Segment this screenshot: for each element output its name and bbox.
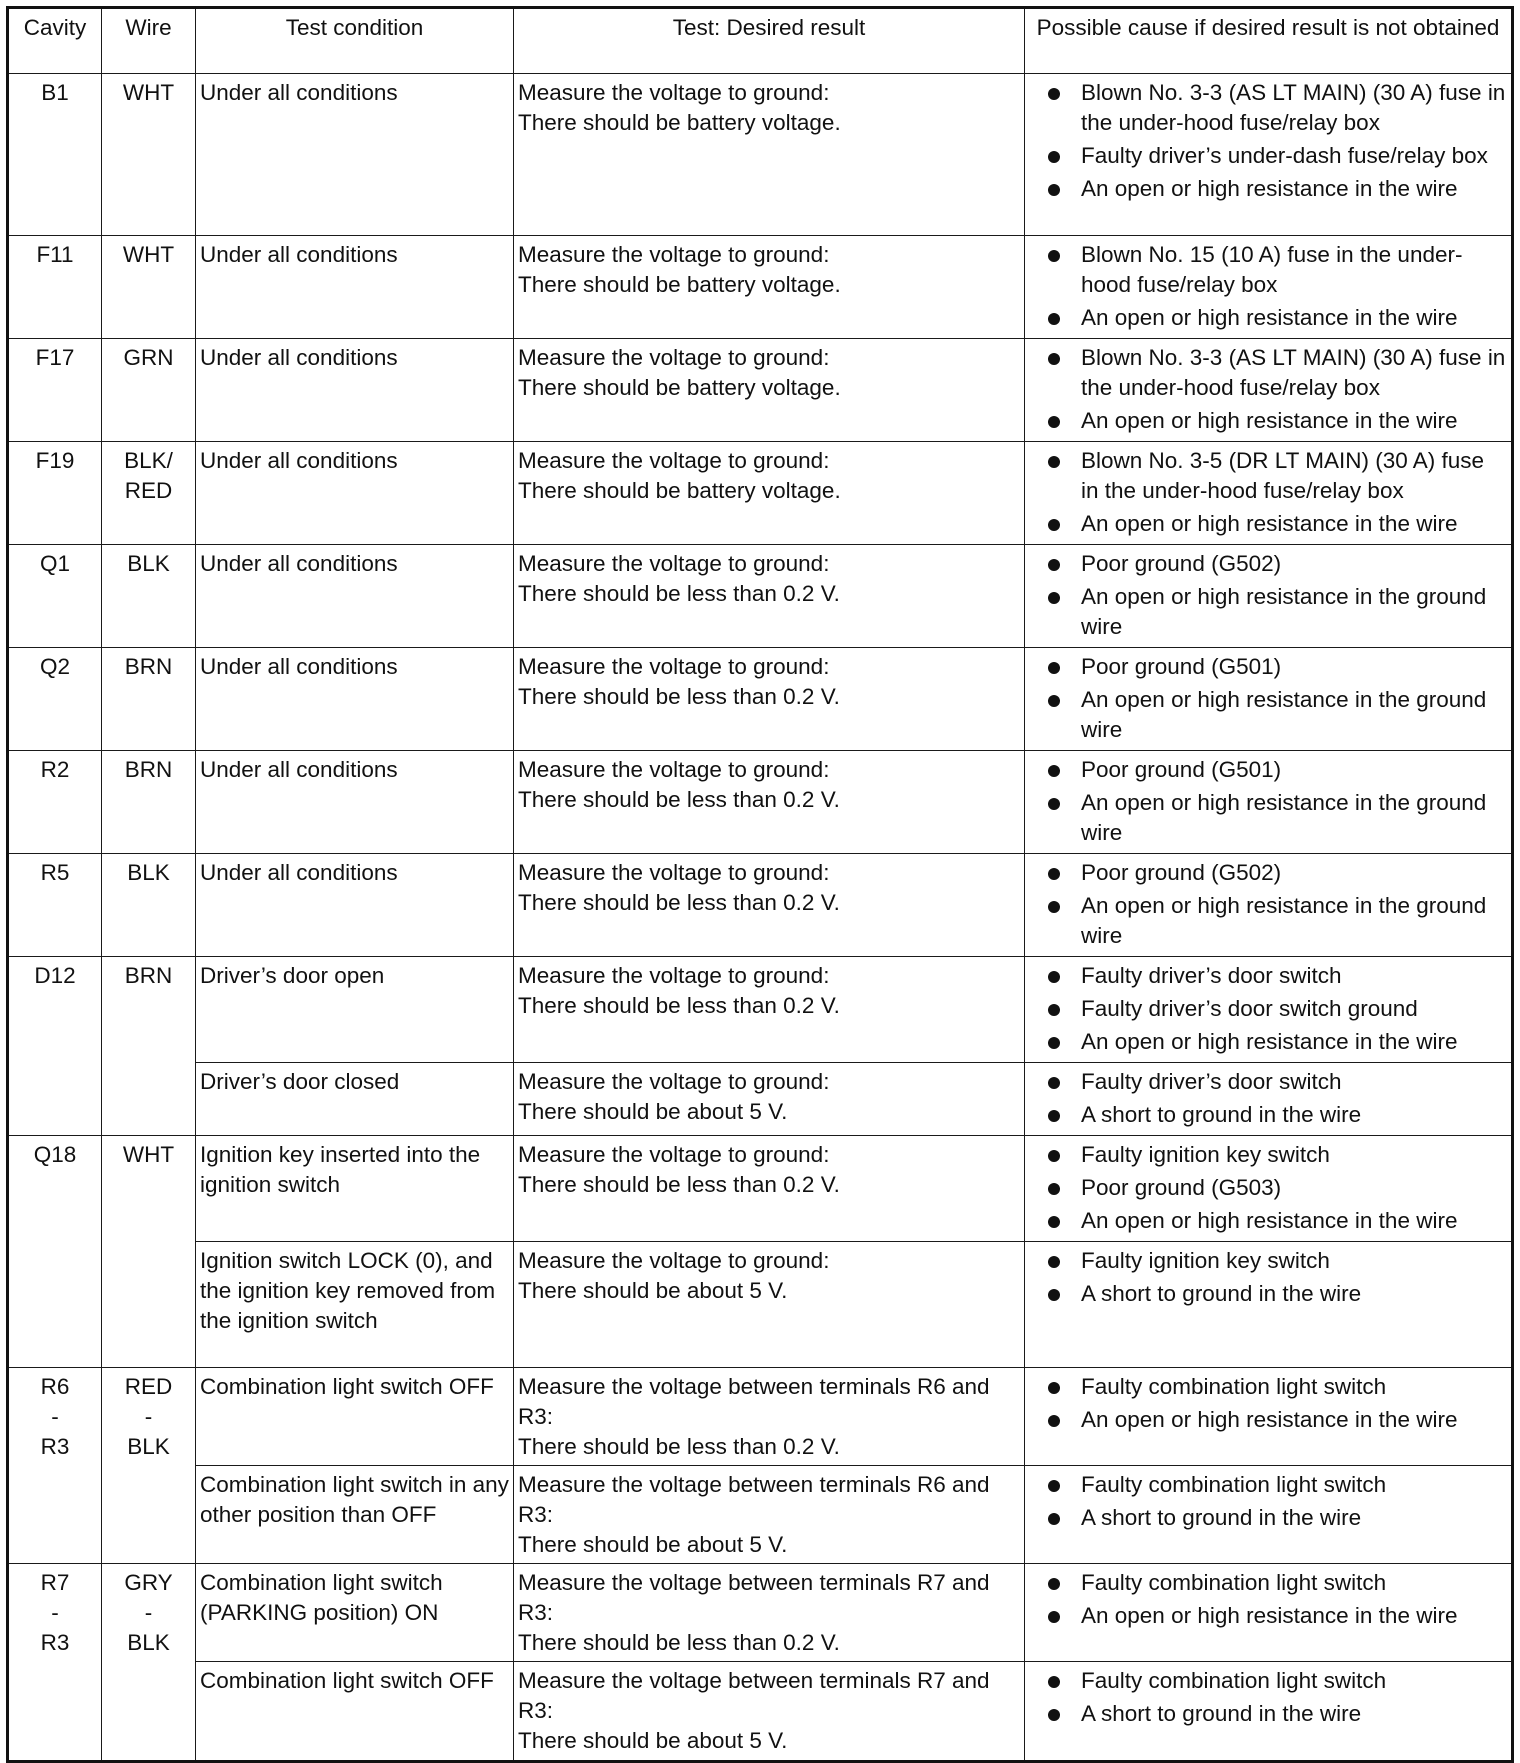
cause-list xyxy=(1029,446,1507,539)
test-condition-cell: Under all conditions xyxy=(196,74,514,236)
cause-text: Faulty combination light switch xyxy=(1081,1668,1387,1693)
cause-text: An open or high resistance in the wire xyxy=(1081,1208,1458,1233)
desired-result-cell: Measure the voltage to ground: There should be less than 0.2 V. xyxy=(514,854,1025,957)
test-condition-cell: Ignition switch LOCK (0), and the ignition key removed from the ignition switch xyxy=(196,1242,514,1368)
cause-text: Faulty driver’s under-dash fuse/relay box xyxy=(1081,143,1488,168)
cause-item xyxy=(1029,1246,1507,1276)
cause-item xyxy=(1029,1100,1507,1130)
cavity-cell: Q2 xyxy=(8,648,102,751)
cause-text: Poor ground (G501) xyxy=(1081,654,1282,679)
possible-cause-cell xyxy=(1025,648,1513,751)
cause-item xyxy=(1029,858,1507,888)
cause-item xyxy=(1029,1372,1507,1402)
cause-text: An open or high resistance in the ground wire xyxy=(1081,687,1487,742)
table-row xyxy=(8,74,1513,236)
cause-item xyxy=(1029,994,1507,1024)
cause-text: Faulty driver’s door switch xyxy=(1081,963,1342,988)
table-row xyxy=(8,545,1513,648)
cause-list xyxy=(1029,652,1507,745)
desired-result-cell: Measure the voltage between terminals R7 and R3: There should be less than 0.2 V. xyxy=(514,1564,1025,1662)
table-body xyxy=(8,74,1513,1762)
cause-item xyxy=(1029,446,1507,506)
cause-text: A short to ground in the wire xyxy=(1081,1505,1362,1530)
bullet-icon xyxy=(1048,1709,1060,1721)
cause-text: An open or high resistance in the wire xyxy=(1081,305,1458,330)
table-row xyxy=(8,751,1513,854)
bullet-icon xyxy=(1048,1037,1060,1049)
cause-list xyxy=(1029,961,1507,1057)
header-wire: Wire xyxy=(102,8,196,74)
bullet-icon xyxy=(1048,519,1060,531)
test-condition-cell: Combination light switch OFF xyxy=(196,1662,514,1762)
cause-item xyxy=(1029,1601,1507,1631)
cause-list xyxy=(1029,1067,1507,1130)
cause-text: An open or high resistance in the wire xyxy=(1081,408,1458,433)
test-condition-cell: Ignition key inserted into the ignition switch xyxy=(196,1136,514,1242)
desired-result-cell: Measure the voltage to ground: There should be battery voltage. xyxy=(514,74,1025,236)
cause-text: An open or high resistance in the ground wire xyxy=(1081,790,1487,845)
wire-cell: BLK/ RED xyxy=(102,442,196,545)
header-possible-cause: Possible cause if desired result is not obtained xyxy=(1025,8,1513,74)
table-row xyxy=(8,339,1513,442)
cause-list xyxy=(1029,1372,1507,1435)
cause-item xyxy=(1029,1503,1507,1533)
cause-item xyxy=(1029,1405,1507,1435)
cause-text: An open or high resistance in the wire xyxy=(1081,176,1458,201)
bullet-icon xyxy=(1048,1183,1060,1195)
cause-text: An open or high resistance in the wire xyxy=(1081,511,1458,536)
possible-cause-cell xyxy=(1025,854,1513,957)
cavity-cell: D12 xyxy=(8,957,102,1136)
test-condition-cell: Driver’s door closed xyxy=(196,1063,514,1136)
cause-text: Faulty combination light switch xyxy=(1081,1472,1387,1497)
wire-cell: WHT xyxy=(102,1136,196,1368)
table-row xyxy=(8,236,1513,339)
cause-text: Faulty combination light switch xyxy=(1081,1570,1387,1595)
cause-list xyxy=(1029,343,1507,436)
cause-text: An open or high resistance in the wire xyxy=(1081,1603,1458,1628)
wire-cell: BLK xyxy=(102,545,196,648)
wire-cell: WHT xyxy=(102,236,196,339)
bullet-icon xyxy=(1048,88,1060,100)
desired-result-cell: Measure the voltage between terminals R6 and R3: There should be about 5 V. xyxy=(514,1466,1025,1564)
cause-text: Blown No. 3-3 (AS LT MAIN) (30 A) fuse in the under-hood fuse/relay box xyxy=(1081,345,1506,400)
bullet-icon xyxy=(1048,250,1060,262)
test-condition-cell: Driver’s door open xyxy=(196,957,514,1063)
desired-result-cell: Measure the voltage to ground: There should be less than 0.2 V. xyxy=(514,751,1025,854)
bullet-icon xyxy=(1048,1289,1060,1301)
bullet-icon xyxy=(1048,1382,1060,1394)
desired-result-cell: Measure the voltage between terminals R6 and R3: There should be less than 0.2 V. xyxy=(514,1368,1025,1466)
cavity-cell: F17 xyxy=(8,339,102,442)
wire-cell: WHT xyxy=(102,74,196,236)
header-cavity: Cavity xyxy=(8,8,102,74)
cause-item xyxy=(1029,652,1507,682)
bullet-icon xyxy=(1048,313,1060,325)
cause-text: Poor ground (G501) xyxy=(1081,757,1282,782)
cause-item xyxy=(1029,406,1507,436)
desired-result-cell: Measure the voltage to ground: There should be less than 0.2 V. xyxy=(514,957,1025,1063)
cause-text: Poor ground (G502) xyxy=(1081,551,1282,576)
cause-item xyxy=(1029,343,1507,403)
desired-result-cell: Measure the voltage to ground: There should be about 5 V. xyxy=(514,1063,1025,1136)
bullet-icon xyxy=(1048,559,1060,571)
possible-cause-cell xyxy=(1025,1242,1513,1368)
bullet-icon xyxy=(1048,456,1060,468)
bullet-icon xyxy=(1048,184,1060,196)
cause-text: Faulty driver’s door switch xyxy=(1081,1069,1342,1094)
cause-text: A short to ground in the wire xyxy=(1081,1281,1362,1306)
bullet-icon xyxy=(1048,1216,1060,1228)
possible-cause-cell xyxy=(1025,1063,1513,1136)
bullet-icon xyxy=(1048,901,1060,913)
possible-cause-cell xyxy=(1025,957,1513,1063)
header-test-condition: Test condition xyxy=(196,8,514,74)
wire-cell: GRN xyxy=(102,339,196,442)
bullet-icon xyxy=(1048,1611,1060,1623)
cause-item xyxy=(1029,582,1507,642)
possible-cause-cell xyxy=(1025,545,1513,648)
bullet-icon xyxy=(1048,971,1060,983)
table-row xyxy=(8,1662,1513,1762)
possible-cause-cell xyxy=(1025,751,1513,854)
cause-item xyxy=(1029,1067,1507,1097)
bullet-icon xyxy=(1048,695,1060,707)
possible-cause-cell xyxy=(1025,236,1513,339)
test-condition-cell: Under all conditions xyxy=(196,545,514,648)
cause-list xyxy=(1029,78,1507,204)
bullet-icon xyxy=(1048,151,1060,163)
terminal-test-table xyxy=(6,6,1514,1763)
cause-list xyxy=(1029,240,1507,333)
cause-item xyxy=(1029,961,1507,991)
table-row xyxy=(8,854,1513,957)
test-condition-cell: Under all conditions xyxy=(196,236,514,339)
cause-text: Poor ground (G503) xyxy=(1081,1175,1282,1200)
cause-item xyxy=(1029,1666,1507,1696)
cavity-cell: Q1 xyxy=(8,545,102,648)
possible-cause-cell xyxy=(1025,339,1513,442)
bullet-icon xyxy=(1048,1256,1060,1268)
cause-item xyxy=(1029,509,1507,539)
possible-cause-cell xyxy=(1025,1466,1513,1564)
cause-item xyxy=(1029,1140,1507,1170)
cause-item xyxy=(1029,240,1507,300)
cause-item xyxy=(1029,1027,1507,1057)
possible-cause-cell xyxy=(1025,1564,1513,1662)
bullet-icon xyxy=(1048,1578,1060,1590)
cause-text: Faulty combination light switch xyxy=(1081,1374,1387,1399)
test-condition-cell: Under all conditions xyxy=(196,442,514,545)
possible-cause-cell xyxy=(1025,1662,1513,1762)
bullet-icon xyxy=(1048,353,1060,365)
wire-cell: BRN xyxy=(102,957,196,1136)
cause-item xyxy=(1029,1699,1507,1729)
desired-result-cell: Measure the voltage to ground: There should be battery voltage. xyxy=(514,339,1025,442)
cause-item xyxy=(1029,1470,1507,1500)
desired-result-cell: Measure the voltage between terminals R7 and R3: There should be about 5 V. xyxy=(514,1662,1025,1762)
header-desired-result: Test: Desired result xyxy=(514,8,1025,74)
cause-text: An open or high resistance in the wire xyxy=(1081,1407,1458,1432)
bullet-icon xyxy=(1048,1513,1060,1525)
cause-item xyxy=(1029,891,1507,951)
cause-item xyxy=(1029,788,1507,848)
table-row xyxy=(8,1368,1513,1466)
cause-item xyxy=(1029,549,1507,579)
desired-result-cell: Measure the voltage to ground: There should be less than 0.2 V. xyxy=(514,545,1025,648)
cause-item xyxy=(1029,78,1507,138)
cause-item xyxy=(1029,755,1507,785)
desired-result-cell: Measure the voltage to ground: There should be battery voltage. xyxy=(514,442,1025,545)
cause-list xyxy=(1029,549,1507,642)
bullet-icon xyxy=(1048,662,1060,674)
possible-cause-cell xyxy=(1025,1136,1513,1242)
cavity-cell: R5 xyxy=(8,854,102,957)
possible-cause-cell xyxy=(1025,74,1513,236)
table-row xyxy=(8,1136,1513,1242)
test-condition-cell: Combination light switch OFF xyxy=(196,1368,514,1466)
table-row xyxy=(8,1063,1513,1136)
bullet-icon xyxy=(1048,868,1060,880)
bullet-icon xyxy=(1048,765,1060,777)
test-condition-cell: Under all conditions xyxy=(196,339,514,442)
cavity-cell: R2 xyxy=(8,751,102,854)
cause-list xyxy=(1029,1568,1507,1631)
cause-item xyxy=(1029,1206,1507,1236)
cause-item xyxy=(1029,685,1507,745)
cause-text: Faulty driver’s door switch ground xyxy=(1081,996,1418,1021)
table-row xyxy=(8,648,1513,751)
cause-item xyxy=(1029,174,1507,204)
wire-cell: RED - BLK xyxy=(102,1368,196,1564)
possible-cause-cell xyxy=(1025,1368,1513,1466)
table-row xyxy=(8,1564,1513,1662)
bullet-icon xyxy=(1048,798,1060,810)
cavity-cell: R6 - R3 xyxy=(8,1368,102,1564)
cause-item xyxy=(1029,141,1507,171)
cause-text: A short to ground in the wire xyxy=(1081,1102,1362,1127)
cause-list xyxy=(1029,858,1507,951)
possible-cause-cell xyxy=(1025,442,1513,545)
cause-item xyxy=(1029,1568,1507,1598)
bullet-icon xyxy=(1048,1077,1060,1089)
cause-text: Blown No. 15 (10 A) fuse in the under-hood fuse/relay box xyxy=(1081,242,1463,297)
cause-text: Blown No. 3-5 (DR LT MAIN) (30 A) fuse in the under-hood fuse/relay box xyxy=(1081,448,1485,503)
bullet-icon xyxy=(1048,592,1060,604)
cause-list xyxy=(1029,1140,1507,1236)
cause-item xyxy=(1029,1173,1507,1203)
header-row xyxy=(8,8,1513,74)
cause-text: A short to ground in the wire xyxy=(1081,1701,1362,1726)
desired-result-cell: Measure the voltage to ground: There should be less than 0.2 V. xyxy=(514,1136,1025,1242)
desired-result-cell: Measure the voltage to ground: There should be less than 0.2 V. xyxy=(514,648,1025,751)
cause-text: An open or high resistance in the ground wire xyxy=(1081,893,1487,948)
cause-list xyxy=(1029,1246,1507,1309)
cause-text: An open or high resistance in the ground wire xyxy=(1081,584,1487,639)
bullet-icon xyxy=(1048,1415,1060,1427)
bullet-icon xyxy=(1048,1004,1060,1016)
bullet-icon xyxy=(1048,416,1060,428)
cause-item xyxy=(1029,1279,1507,1309)
bullet-icon xyxy=(1048,1150,1060,1162)
cause-text: Faulty ignition key switch xyxy=(1081,1142,1330,1167)
test-condition-cell: Combination light switch (PARKING position) ON xyxy=(196,1564,514,1662)
test-condition-cell: Under all conditions xyxy=(196,854,514,957)
cause-text: An open or high resistance in the wire xyxy=(1081,1029,1458,1054)
bullet-icon xyxy=(1048,1676,1060,1688)
cause-list xyxy=(1029,1666,1507,1729)
cause-text: Blown No. 3-3 (AS LT MAIN) (30 A) fuse in the under-hood fuse/relay box xyxy=(1081,80,1506,135)
cavity-cell: F19 xyxy=(8,442,102,545)
wire-cell: GRY - BLK xyxy=(102,1564,196,1762)
desired-result-cell: Measure the voltage to ground: There should be about 5 V. xyxy=(514,1242,1025,1368)
bullet-icon xyxy=(1048,1480,1060,1492)
cavity-cell: Q18 xyxy=(8,1136,102,1368)
cause-list xyxy=(1029,1470,1507,1533)
desired-result-cell: Measure the voltage to ground: There should be battery voltage. xyxy=(514,236,1025,339)
cause-text: Poor ground (G502) xyxy=(1081,860,1282,885)
test-condition-cell: Combination light switch in any other position than OFF xyxy=(196,1466,514,1564)
wire-cell: BRN xyxy=(102,648,196,751)
table-row xyxy=(8,1466,1513,1564)
test-condition-cell: Under all conditions xyxy=(196,751,514,854)
wire-cell: BRN xyxy=(102,751,196,854)
bullet-icon xyxy=(1048,1110,1060,1122)
cause-list xyxy=(1029,755,1507,848)
test-condition-cell: Under all conditions xyxy=(196,648,514,751)
cavity-cell: R7 - R3 xyxy=(8,1564,102,1762)
cause-item xyxy=(1029,303,1507,333)
cause-text: Faulty ignition key switch xyxy=(1081,1248,1330,1273)
table-row xyxy=(8,1242,1513,1368)
cavity-cell: B1 xyxy=(8,74,102,236)
table-row xyxy=(8,442,1513,545)
wire-cell: BLK xyxy=(102,854,196,957)
cavity-cell: F11 xyxy=(8,236,102,339)
table-row xyxy=(8,957,1513,1063)
